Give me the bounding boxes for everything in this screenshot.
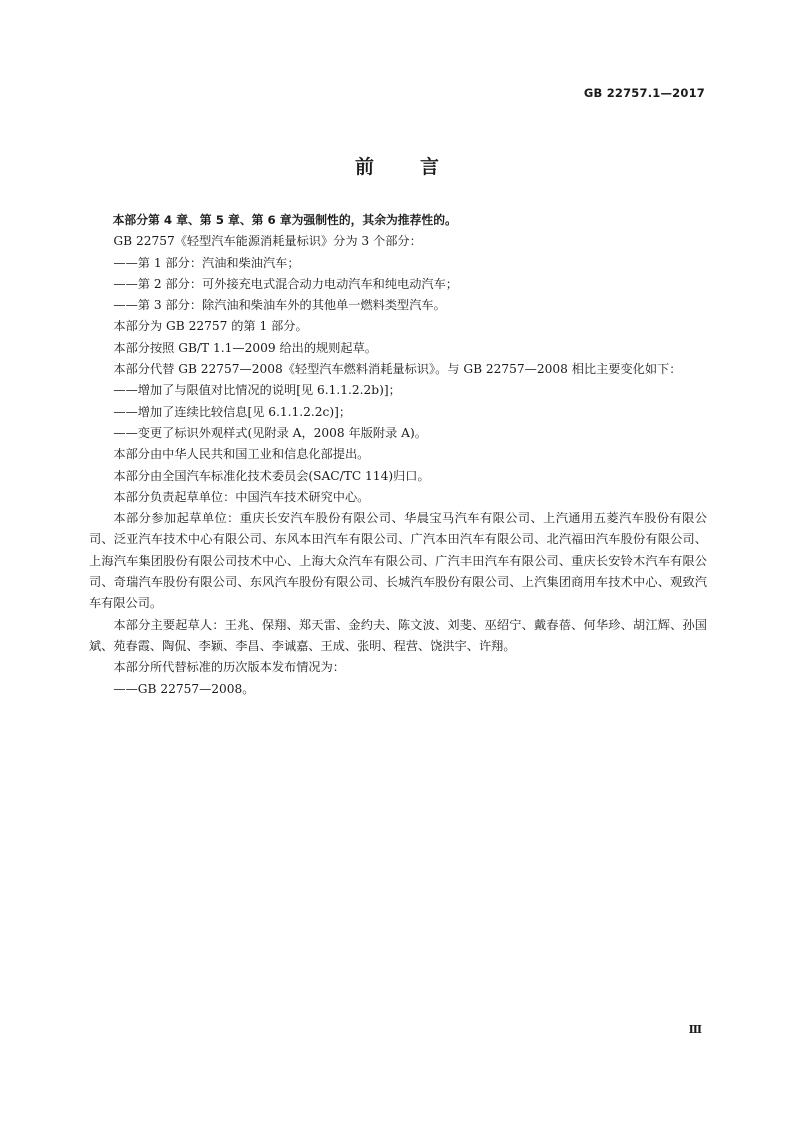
paragraph-administered-by: 本部分由全国汽车标准化技术委员会(SAC/TC 114)归口。 [113,468,430,483]
standard-code: GB 22757.1—2017 [583,86,705,100]
paragraph-part-number: 本部分为 GB 22757 的第 1 部分。 [113,319,308,334]
list-item-part-3: ——第 3 部分：除汽油和柴油车外的其他单一燃料类型汽车。 [113,298,446,313]
paragraph-main-drafters: 本部分主要起草人：王兆、保翔、郑天雷、金约夫、陈文波、刘斐、巫绍宁、戴春蓓、何华珍、胡江辉、孙国斌、苑春霞、陶侃、李颖、李昌、李诚嘉、王成、张明、程营、饶洪宇、许翔。 [89,617,707,653]
paragraph-history-intro: 本部分所代替标准的历次版本发布情况为： [113,660,345,675]
paragraph-replaces: 本部分代替 GB 22757—2008《轻型汽车燃料消耗量标识》。与 GB 22757—2008 相比主要变化如下： [113,362,682,377]
list-item-part-1: ——第 1 部分：汽油和柴油汽车； [113,255,300,270]
page-number: Ⅲ [688,1023,702,1036]
list-item-change-1: ——增加了与限值对比情况的说明[见 6.1.1.2.2b)]； [113,383,401,398]
list-item-change-2: ——增加了连续比较信息[见 6.1.1.2.2c)]； [113,404,352,419]
paragraph-lead-drafter: 本部分负责起草单位：中国汽车技术研究中心。 [113,489,370,504]
paragraph-participating-drafters: 本部分参加起草单位：重庆长安汽车股份有限公司、华晨宝马汽车有限公司、上汽通用五菱汽车股份有限公司、泛亚汽车技术中心有限公司、东风本田汽车有限公司、广汽本田汽车有限公司、北汽福田汽车股份有限公司、上海汽车集团股份有限公司技术中心、上海大众汽车有限公司、广汽丰田汽车有限公司、重庆长安铃木汽车有限公司、奇瑞汽车股份有限公司、东风汽车股份有限公司、长城汽车股份有限公司、上汽集团商用车技术中心、观致汽车有限公司。 [89,511,707,611]
page-title: 前言 [354,156,485,178]
paragraph-proposed-by: 本部分由中华人民共和国工业和信息化部提出。 [113,447,370,462]
list-item-history-1: ——GB 22757—2008。 [113,681,255,696]
list-item-part-2: ——第 2 部分：可外接充电式混合动力电动汽车和纯电动汽车； [113,276,458,291]
paragraph-drafting-rules: 本部分按照 GB/T 1.1—2009 给出的规则起草。 [113,340,377,355]
foreword-body [89,210,707,700]
list-item-change-3: ——变更了标识外观样式(见附录 A，2008 年版附录 A)。 [113,425,427,440]
paragraph-parts-intro: GB 22757《轻型汽车能源消耗量标识》分为 3 个部分： [113,234,422,249]
paragraph-mandatory-note: 本部分第 4 章、第 5 章、第 6 章为强制性的，其余为推荐性的。 [112,213,457,227]
